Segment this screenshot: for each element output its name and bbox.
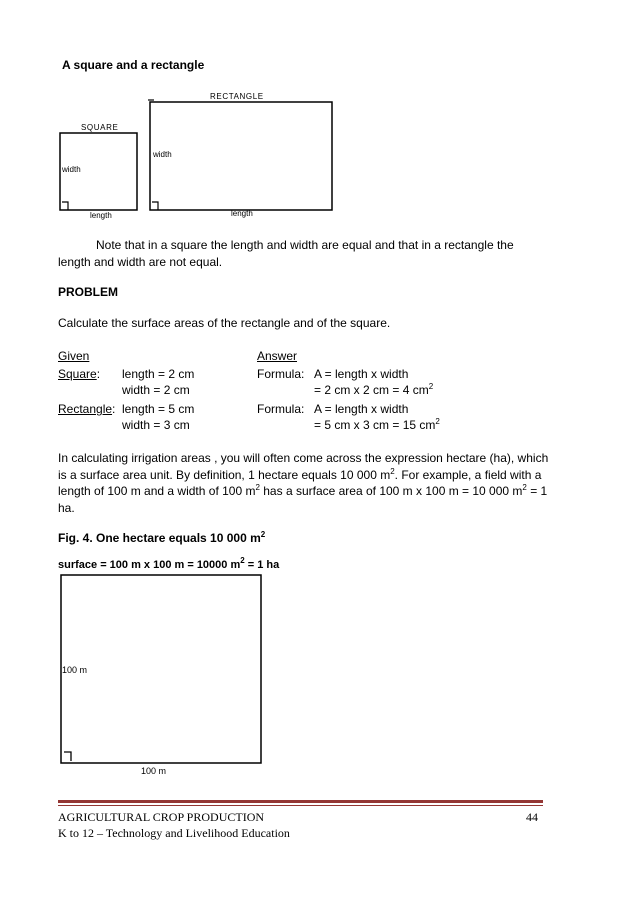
hectare-line-2b: . For example, a field with a <box>394 468 542 482</box>
answer-header: Answer <box>257 349 298 363</box>
figure-4-caption-exponent: 2 <box>260 530 266 539</box>
figure-4-caption-text: Fig. 4. One hectare equals 10 000 m <box>58 531 261 545</box>
square-result-text: = 2 cm x 2 cm = 4 cm <box>314 383 429 397</box>
hectare-side-label: 100 m <box>62 665 88 675</box>
rectangle-result-text: = 5 cm x 3 cm = 15 cm <box>314 418 436 432</box>
rectangle-right-angle-mark <box>152 202 158 210</box>
note-line-2: length and width are not equal. <box>58 255 223 269</box>
note-line-1: Note that in a square the length and width are equal and that in a rectangle the <box>96 238 514 252</box>
figure-4-caption <box>58 531 265 546</box>
hectare-square-shape <box>61 575 261 763</box>
rectangle-label: RECTANGLE <box>210 92 264 101</box>
footer-subtitle: K to 12 – Technology and Livelihood Education <box>58 826 290 840</box>
hectare-line-3-exponent-b: 2 <box>522 483 527 492</box>
rectangle-result-exponent: 2 <box>435 417 440 426</box>
square-result-exponent: 2 <box>428 382 434 391</box>
hectare-surface-label <box>58 558 279 572</box>
square-colon: : <box>96 367 101 381</box>
rectangle-width-label: width <box>153 150 172 159</box>
footer-rule <box>58 800 543 803</box>
rectangle-label-text: Rectangle <box>58 402 113 416</box>
hectare-figure <box>56 572 266 777</box>
square-width: width = 2 cm <box>122 383 190 397</box>
footer-title: AGRICULTURAL CROP PRODUCTION <box>58 810 265 824</box>
hectare-line-3c: = 1 <box>526 484 548 498</box>
hectare-line-2 <box>58 468 541 483</box>
hectare-line-2-exponent: 2 <box>390 467 395 476</box>
footer-rule-thin <box>58 805 543 806</box>
square-rectangle-figure <box>55 85 355 225</box>
hectare-line-3b: has a surface area of 100 m x 100 m = 10 000 m <box>259 484 523 498</box>
hectare-line-3 <box>58 484 547 499</box>
square-result <box>314 383 433 398</box>
square-given-label <box>58 367 100 382</box>
rectangle-formula: A = length x width <box>314 402 409 416</box>
given-header: Given <box>58 349 90 363</box>
section-title: A square and a rectangle <box>62 58 205 72</box>
hectare-surface-text: surface = 100 m x 100 m = 10000 m <box>58 559 241 571</box>
square-width-label: width <box>62 165 81 174</box>
rectangle-shape <box>150 102 332 210</box>
hectare-line-2a: is a surface area unit. By definition, 1 hectare equals 10 000 m <box>58 468 391 482</box>
problem-heading: PROBLEM <box>58 285 118 299</box>
rectangle-colon: : <box>112 402 116 416</box>
square-formula-label: Formula: <box>257 367 305 381</box>
hectare-surface-tail: = 1 ha <box>244 559 280 571</box>
rectangle-width: width = 3 cm <box>122 418 190 432</box>
problem-statement: Calculate the surface areas of the rectangle and of the square. <box>58 316 391 330</box>
rectangle-given-label <box>58 402 115 417</box>
hectare-right-angle-mark <box>64 752 71 761</box>
rectangle-formula-label: Formula: <box>257 402 305 416</box>
rectangle-result <box>314 418 440 433</box>
hectare-line-1: In calculating irrigation areas , you will often come across the expression hectare (ha), which <box>58 451 549 465</box>
square-label: SQUARE <box>81 123 119 132</box>
hectare-line-4: ha. <box>58 501 75 515</box>
hectare-line-3a: length of 100 m and a width of 100 m <box>58 484 256 498</box>
square-formula: A = length x width <box>314 367 409 381</box>
page-number: 44 <box>526 810 538 824</box>
square-length: length = 2 cm <box>122 367 195 381</box>
hectare-line-3-exponent-a: 2 <box>255 483 260 492</box>
hectare-surface-exponent: 2 <box>240 556 245 565</box>
rectangle-length-label: length <box>231 209 253 218</box>
square-right-angle-mark <box>62 202 68 210</box>
square-label: Square <box>58 367 97 381</box>
square-length-label: length <box>90 211 112 220</box>
hectare-bottom-label: 100 m <box>141 766 167 776</box>
rectangle-length: length = 5 cm <box>122 402 195 416</box>
